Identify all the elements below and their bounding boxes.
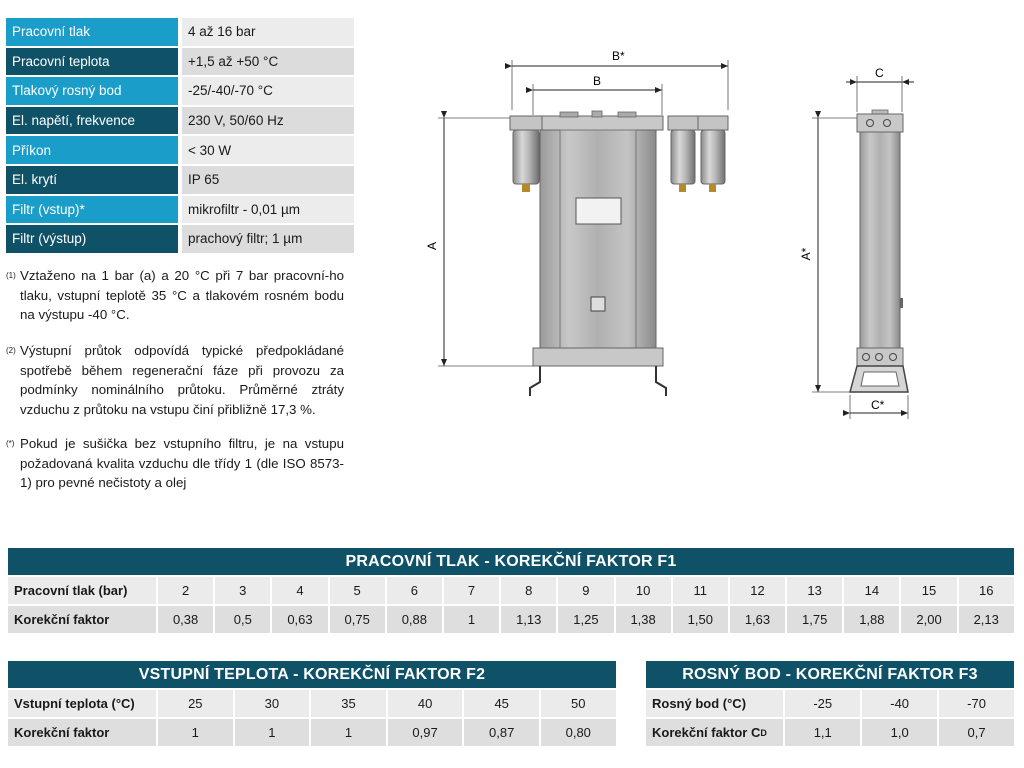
table-cell: 1,38 [616,606,671,633]
row-header-text: Korekční faktor [14,612,110,627]
table-cell: 1,63 [730,606,785,633]
table-cell: 4 [272,577,327,604]
table-cell: 1,25 [558,606,613,633]
spec-row [6,77,354,105]
dryer-body [540,130,656,348]
table-cell: 15 [901,577,956,604]
row-header-text: Rosný bod (°C) [652,696,747,711]
table-cell: 1,1 [785,719,860,746]
spec-label: Filtr (vstup)* [6,196,178,224]
table-cell: 0,80 [541,719,616,746]
spec-row [6,18,354,46]
table-cell: 1 [235,719,310,746]
note-2-text: Výstupní průtok odpovídá typické předpokládané spotřebě během regenerační fáze při provozu za podmínky nominálního průtoku. Průměrné ztráty vzduchu z průtoku na vstupu činí přibližně 17,3 %. [20,343,344,417]
note-3-text: Pokud je sušička bez vstupního filtru, je na vstupu požadovaná kvalita vzduchu dle třídy 1 (dle ISO 8573-1) pro pevné nečistoty a olej [20,436,344,490]
table-cell: 35 [311,690,386,717]
table-cell: 0,38 [158,606,213,633]
side-top-cap [857,114,903,132]
table-cell: 1,50 [673,606,728,633]
table-cell: 1,13 [501,606,556,633]
label-a-star: A* [799,247,813,261]
table-cell: 7 [444,577,499,604]
inlet-filter [513,130,539,184]
table-cell: -25 [785,690,860,717]
table-cell: 2,13 [959,606,1014,633]
spec-value: prachový filtr; 1 µm [182,225,354,253]
table-cell: 1 [311,719,386,746]
table-cell: -40 [862,690,937,717]
label-b: B [593,74,602,88]
table-cell: 1,88 [844,606,899,633]
note-3-marker: (*) [6,439,15,448]
spec-row [6,107,354,135]
dryer-top-cap [533,116,663,130]
table-row [8,606,1014,633]
table-row [646,719,1014,746]
note-3 [6,434,344,493]
note-1-text: Vztaženo na 1 bar (a) a 20 °C při 7 bar pracovní-ho tlaku, vstupní teplotě 35 °C a tlakovém rosném bodu na výstupu -40 °C. [20,268,344,322]
spec-label: Pracovní tlak [6,18,178,46]
table-cell: 10 [616,577,671,604]
spec-label: Tlakový rosný bod [6,77,178,105]
table-f3 [646,661,1014,746]
table-cell: 8 [501,577,556,604]
table-cell: 2 [158,577,213,604]
table-cell: 25 [158,690,233,717]
row-header [8,577,156,604]
spec-label: Příkon [6,136,178,164]
row-header [646,690,783,717]
spec-label: El. krytí [6,166,178,194]
table-cell: 2,00 [901,606,956,633]
table-cell: 0,97 [388,719,463,746]
outlet-filter-1 [671,130,695,184]
side-body [860,132,900,348]
spec-label: El. napětí, frekvence [6,107,178,135]
spec-table [6,18,354,255]
spec-value: +1,5 až +50 °C [182,48,354,76]
table-row [646,690,1014,717]
note-2 [6,341,344,419]
row-header [8,719,156,746]
table-cell: 12 [730,577,785,604]
row-header-text: Pracovní tlak (bar) [14,583,128,598]
table-cell: 5 [330,577,385,604]
table-f3-title: ROSNÝ BOD - KOREKČNÍ FAKTOR F3 [646,661,1014,688]
table-cell: 1 [444,606,499,633]
spec-row [6,166,354,194]
table-cell: 11 [673,577,728,604]
table-cell: 1 [158,719,233,746]
outlet-filter-2 [701,130,725,184]
spec-label: Filtr (výstup) [6,225,178,253]
row-header [646,719,783,746]
table-cell: 6 [387,577,442,604]
table-cell: 30 [235,690,310,717]
spec-label: Pracovní teplota [6,48,178,76]
dryer-bottom-cap [533,348,663,366]
table-row [8,577,1014,604]
table-cell: 0,5 [215,606,270,633]
row-header-subscript: D [760,727,767,738]
spec-value: mikrofiltr - 0,01 µm [182,196,354,224]
spec-value: -25/-40/-70 °C [182,77,354,105]
spec-row [6,225,354,253]
table-row [8,690,616,717]
row-header-text: Korekční faktor [14,725,110,740]
inlet-filter-head [510,116,542,130]
table-cell: 1,0 [862,719,937,746]
table-f1-title: PRACOVNÍ TLAK - KOREKČNÍ FAKTOR F1 [8,548,1014,575]
row-header [8,606,156,633]
table-cell: 9 [558,577,613,604]
table-cell: 0,88 [387,606,442,633]
label-c: C [875,66,884,80]
dryer-display-panel [576,198,621,224]
note-1 [6,266,344,325]
spec-row [6,136,354,164]
table-f1 [8,548,1014,633]
label-c-star: C* [871,398,885,412]
spec-row [6,196,354,224]
spec-value: 230 V, 50/60 Hz [182,107,354,135]
table-cell: 14 [844,577,899,604]
row-header [8,690,156,717]
table-cell: 0,7 [939,719,1014,746]
outlet-filter-1-head [668,116,698,130]
outlet-filter-2-head [698,116,728,130]
table-cell: 3 [215,577,270,604]
table-row [8,719,616,746]
table-cell: 0,87 [464,719,539,746]
note-1-marker: (1) [6,271,16,280]
dryer-connector [591,297,605,311]
spec-value: < 30 W [182,136,354,164]
label-a: A [425,241,439,251]
table-cell: 16 [959,577,1014,604]
table-cell: 0,75 [330,606,385,633]
spec-value: IP 65 [182,166,354,194]
row-header-text: Vstupní teplota (°C) [14,696,135,711]
table-f2 [8,661,616,746]
table-cell: 40 [388,690,463,717]
spec-row [6,48,354,76]
table-cell: 45 [464,690,539,717]
table-cell: -70 [939,690,1014,717]
table-cell: 1,75 [787,606,842,633]
table-cell: 13 [787,577,842,604]
table-cell: 0,63 [272,606,327,633]
table-cell: 50 [541,690,616,717]
row-header-text: Korekční faktor C [652,725,761,740]
spec-value: 4 až 16 bar [182,18,354,46]
note-2-marker: (2) [6,346,16,355]
dryer-diagram [400,40,960,430]
label-b-star: B* [612,49,625,63]
table-f2-title: VSTUPNÍ TEPLOTA - KOREKČNÍ FAKTOR F2 [8,661,616,688]
